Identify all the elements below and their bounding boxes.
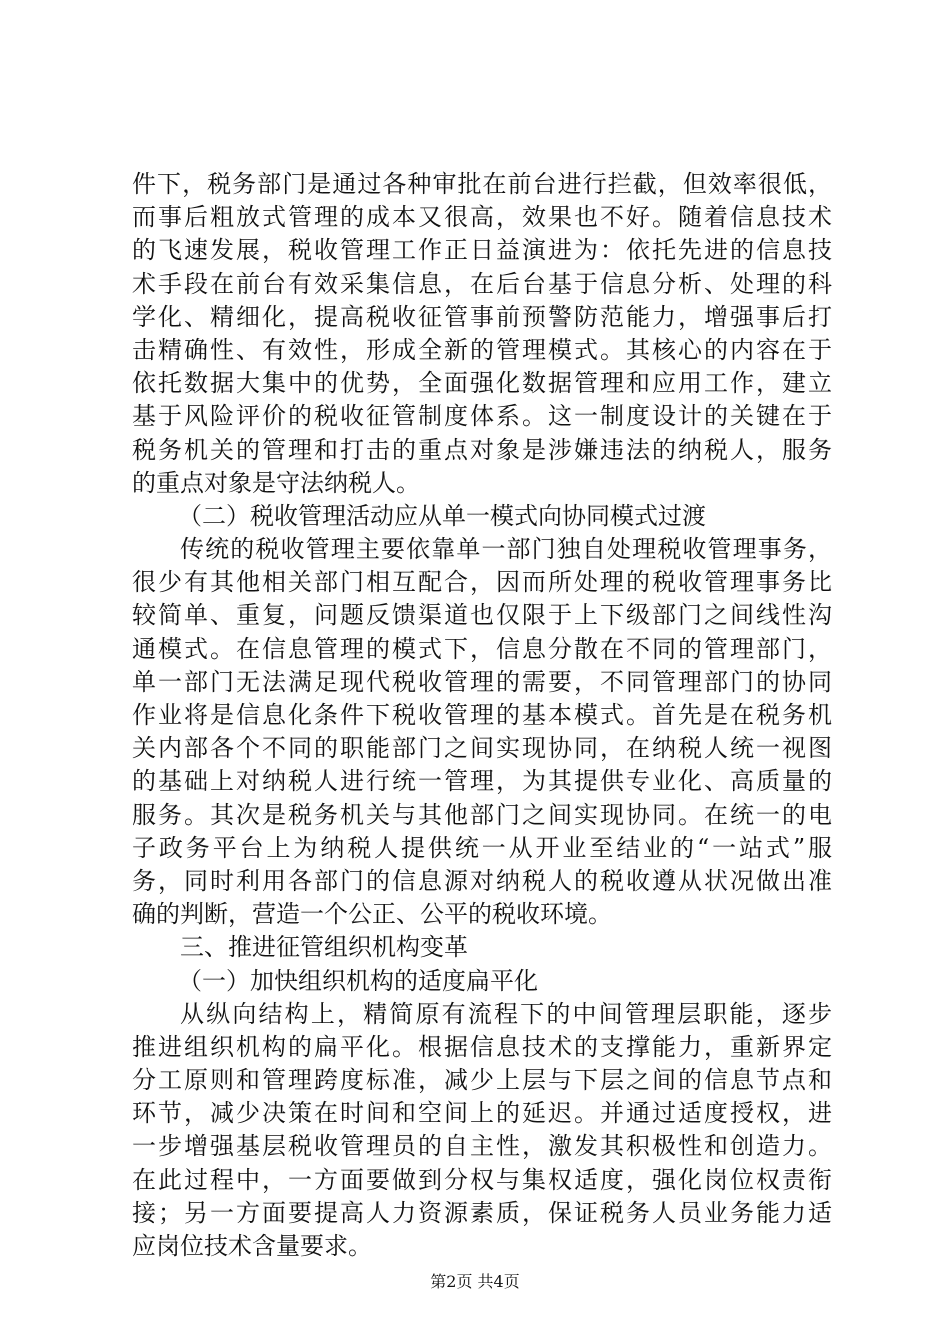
text-line: 术手段在前台有效采集信息，在后台基于信息分析、处理的科 [132, 269, 832, 298]
text-line: 环节，减少决策在时间和空间上的延迟。并通过适度授权，进 [132, 1099, 832, 1128]
text-line: 税务机关的管理和打击的重点对象是涉嫌违法的纳税人，服务 [132, 435, 832, 464]
text-line: 的飞速发展，税收管理工作正日益演进为：依托先进的信息技 [132, 236, 832, 265]
subsection-heading: （一）加快组织机构的适度扁平化 [178, 966, 538, 995]
text-line: 从纵向结构上，精简原有流程下的中间管理层职能，逐步 [180, 999, 832, 1028]
text-line: 击精确性、有效性，形成全新的管理模式。其核心的内容在于 [132, 335, 832, 364]
text-line: 而事后粗放式管理的成本又很高，效果也不好。随着信息技术 [132, 203, 832, 232]
text-line: 通模式。在信息管理的模式下，信息分散在不同的管理部门， [132, 634, 832, 663]
section-heading: 三、推进征管组织机构变革 [180, 933, 468, 962]
text-line: 基于风险评价的税收征管制度体系。这一制度设计的关键在于 [132, 402, 832, 431]
text-line: 很少有其他相关部门相互配合，因而所处理的税收管理事务比 [132, 568, 832, 597]
text-line: 的基础上对纳税人进行统一管理，为其提供专业化、高质量的 [132, 767, 832, 796]
text-line: 关内部各个不同的职能部门之间实现协同，在纳税人统一视图 [132, 734, 832, 763]
text-line: 作业将是信息化条件下税收管理的基本模式。首先是在税务机 [132, 701, 832, 729]
text-line: 接；另一方面要提高人力资源素质，保证税务人员业务能力适 [132, 1198, 832, 1227]
page-number: 第2页 共4页 [430, 1272, 520, 1291]
section-heading: （二）税收管理活动应从单一模式向协同模式过渡 [178, 501, 706, 530]
document-body [132, 168, 832, 1263]
text-line: 应岗位技术含量要求。 [132, 1232, 372, 1260]
text-line: 推进组织机构的扁平化。根据信息技术的支撑能力，重新界定 [132, 1032, 832, 1061]
text-line: 确的判断，营造一个公正、公平的税收环境。 [132, 900, 612, 929]
text-line: 较简单、重复，问题反馈渠道也仅限于上下级部门之间线性沟 [132, 601, 832, 630]
text-line: 依托数据大集中的优势，全面强化数据管理和应用工作，建立 [132, 369, 832, 398]
text-line: 学化、精细化，提高税收征管事前预警防范能力，增强事后打 [132, 302, 832, 331]
text-line: 一步增强基层税收管理员的自主性，激发其积极性和创造力。 [132, 1132, 832, 1161]
text-line: 单一部门无法满足现代税收管理的需要，不同管理部门的协同 [132, 667, 832, 696]
text-line: 子政务平台上为纳税人提供统一从开业至结业的“一站式”服 [132, 833, 832, 862]
text-line: 在此过程中，一方面要做到分权与集权适度，强化岗位权责衔 [132, 1165, 832, 1194]
text-line: 件下，税务部门是通过各种审批在前台进行拦截，但效率很低， [132, 170, 832, 198]
text-line: 服务。其次是税务机关与其他部门之间实现协同。在统一的电 [132, 800, 832, 829]
text-line: 传统的税收管理主要依靠单一部门独自处理税收管理事务， [180, 535, 832, 564]
text-line: 分工原则和管理跨度标准，减少上层与下层之间的信息节点和 [132, 1066, 832, 1095]
text-line: 的重点对象是守法纳税人。 [132, 468, 420, 497]
text-line: 务，同时利用各部门的信息源对纳税人的税收遵从状况做出准 [132, 866, 832, 895]
